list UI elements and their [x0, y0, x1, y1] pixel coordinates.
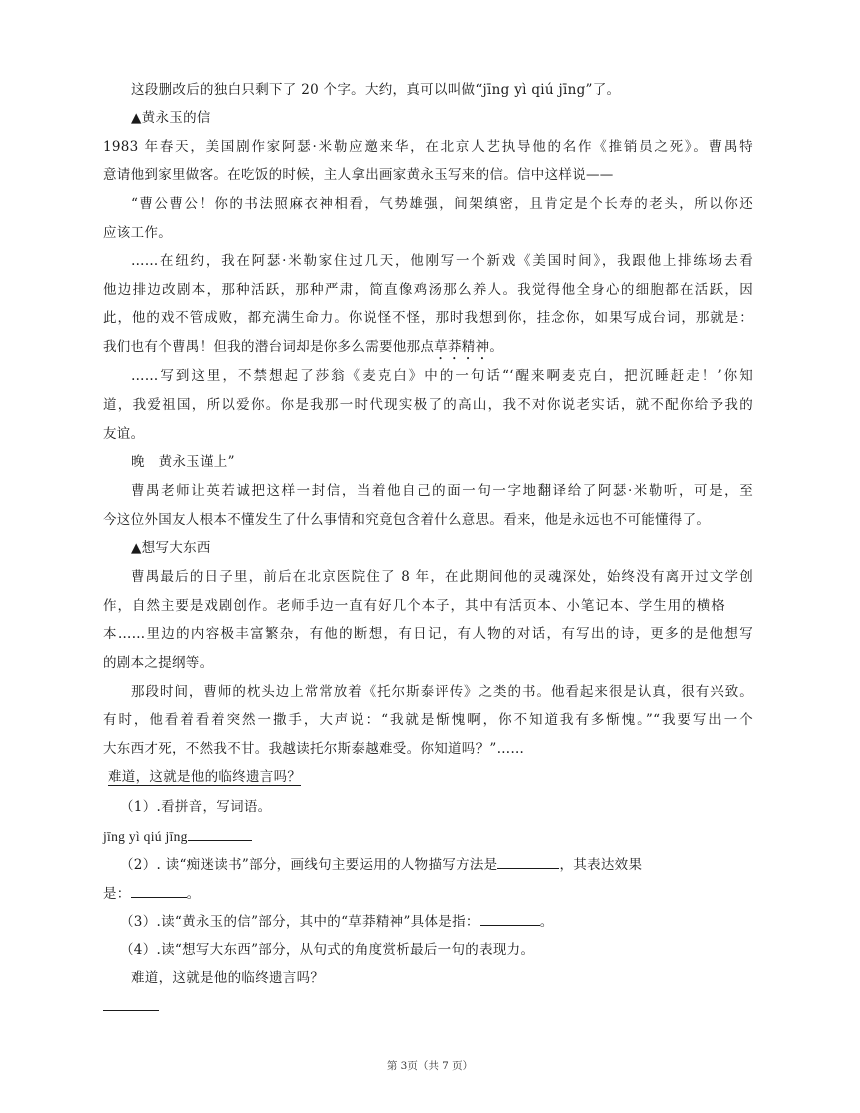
- text-segment: 。: [489, 339, 504, 355]
- question-4-quote: 难道，这就是他的临终遗言吗？: [131, 970, 325, 986]
- paragraph-line: 作，自然主要是戏剧创作。老师手边一直有好几个本子，其中有活页本、小笔记本、学生用的横格: [103, 598, 725, 614]
- paragraph-line: 的剧本之提纲等。: [103, 655, 214, 671]
- section-heading: ▲黄永玉的信: [131, 110, 211, 126]
- text-segment: （2）. 读“痴迷读书”部分，画线句主要运用的人物描写方法是: [120, 857, 498, 873]
- paragraph-line: [108, 767, 301, 787]
- paragraph-line: ……在纽约，我在阿瑟·米勒家住过几天，他刚写一个新戏《美国时间》，我跟他上排练场去看: [131, 253, 753, 269]
- paragraph-line: 有时，他看着看着突然一撒手，大声说：“我就是惭愧啊，你不知道我有多惭愧。”“我要写出一个: [103, 712, 753, 728]
- paragraph-line: “曹公曹公！你的书法照麻衣神相看，气势雄强，间架缜密，且肯定是个长寿的老头，所以你还: [131, 196, 753, 212]
- paragraph-line: 大东西才死，不然我不甘。我越读托尔斯泰越难受。你知道吗？”……: [103, 741, 525, 757]
- paragraph-line: 曹禺老师让英若诚把这样一封信，当着他自己的面一句一字地翻译给了阿瑟·米勒听，可是，至: [131, 483, 753, 499]
- paragraph-line: ……写到这里，不禁想起了莎翁《麦克白》中的一句话“‘醒来啊麦克白，把沉睡赶走！’你知: [131, 368, 753, 384]
- paragraph-line: 应该工作。: [103, 225, 172, 241]
- emphasized-text: 草莽精神: [434, 339, 490, 355]
- pinyin: jīng yì qiú jīng: [103, 829, 188, 844]
- text-segment: 。: [186, 886, 201, 902]
- question-1: （1）.看拼音，写词语。: [120, 799, 272, 815]
- paragraph-line: 友谊。: [103, 426, 145, 442]
- answer-blank: [103, 1010, 159, 1011]
- text-segment: 。: [539, 914, 554, 930]
- text-segment: 我们也有个曹禺！但我的潜台词却是你多么需要他那点: [103, 339, 435, 355]
- paragraph: 这段删改后的独白只剩下了 20 个字。大约，真可以叫做“jīng yì qiú jīng”了。: [131, 82, 621, 98]
- paragraph-line: 他边排边改剧本，那种活跃，那种严肃，简直像鸡汤那么养人。我觉得他全身心的细胞都在活跃，因: [103, 282, 753, 298]
- paragraph-line: 道，我爱祖国，所以爱你。你是我那一时代现实极了的高山，我不对你说老实话，就不配你给予我的: [103, 397, 753, 413]
- section-heading: ▲想写大东西: [131, 540, 211, 556]
- question-2-continued: [103, 883, 200, 904]
- answer-blank: [131, 883, 187, 898]
- text-segment: （3）.读“黄永玉的信”部分，其中的“草莽精神”具体是指：: [120, 914, 480, 930]
- paragraph-line: 此，他的戏不管成败，都充满生命力。你说怪不怪，那时我想到你，挂念你，如果写成台词，那就是：: [103, 310, 753, 326]
- question-1-prompt: [103, 826, 252, 847]
- answer-blank: [497, 854, 559, 869]
- answer-blank: [188, 826, 252, 841]
- text-segment: 是：: [103, 886, 131, 902]
- paragraph-line: 1983 年春天，美国剧作家阿瑟·米勒应邀来华，在北京人艺执导他的名作《推销员之死》。曹禺特: [103, 139, 753, 155]
- page-footer: 第 3页（共 7 页）: [386, 1060, 474, 1072]
- underlined-sentence: 难道，这就是他的临终遗言吗？: [108, 769, 302, 785]
- paragraph-line: 曹禺最后的日子里，前后在北京医院住了 8 年，在此期间他的灵魂深处，始终没有离开过文学创: [131, 569, 753, 585]
- question-3: [120, 911, 554, 932]
- paragraph-line: 意请他到家里做客。在吃饭的时候，主人拿出画家黄永玉写来的信。信中这样说——: [103, 167, 614, 183]
- answer-blank: [480, 911, 540, 926]
- paragraph-line: [103, 337, 503, 363]
- question-2: [120, 854, 642, 875]
- paragraph-line: 今这位外国友人根本不懂发生了什么事情和究竟包含着什么意思。看来，他是永远也不可能懂得了。: [103, 512, 711, 528]
- paragraph-line: 本……里边的内容极丰富繁杂，有他的断想，有日记，有人物的对话，有写出的诗，更多的是他想写: [103, 626, 753, 642]
- question-4: （4）.读“想写大东西”部分，从句式的角度赏析最后一句的表现力。: [120, 942, 535, 958]
- paragraph-line: 那段时间，曹师的枕头边上常常放着《托尔斯泰评传》之类的书。他看起来很是认真，很有兴致。: [131, 684, 753, 700]
- text-segment: ，其表达效果: [559, 857, 643, 873]
- letter-signature: 晚 黄永玉谨上”: [131, 454, 235, 470]
